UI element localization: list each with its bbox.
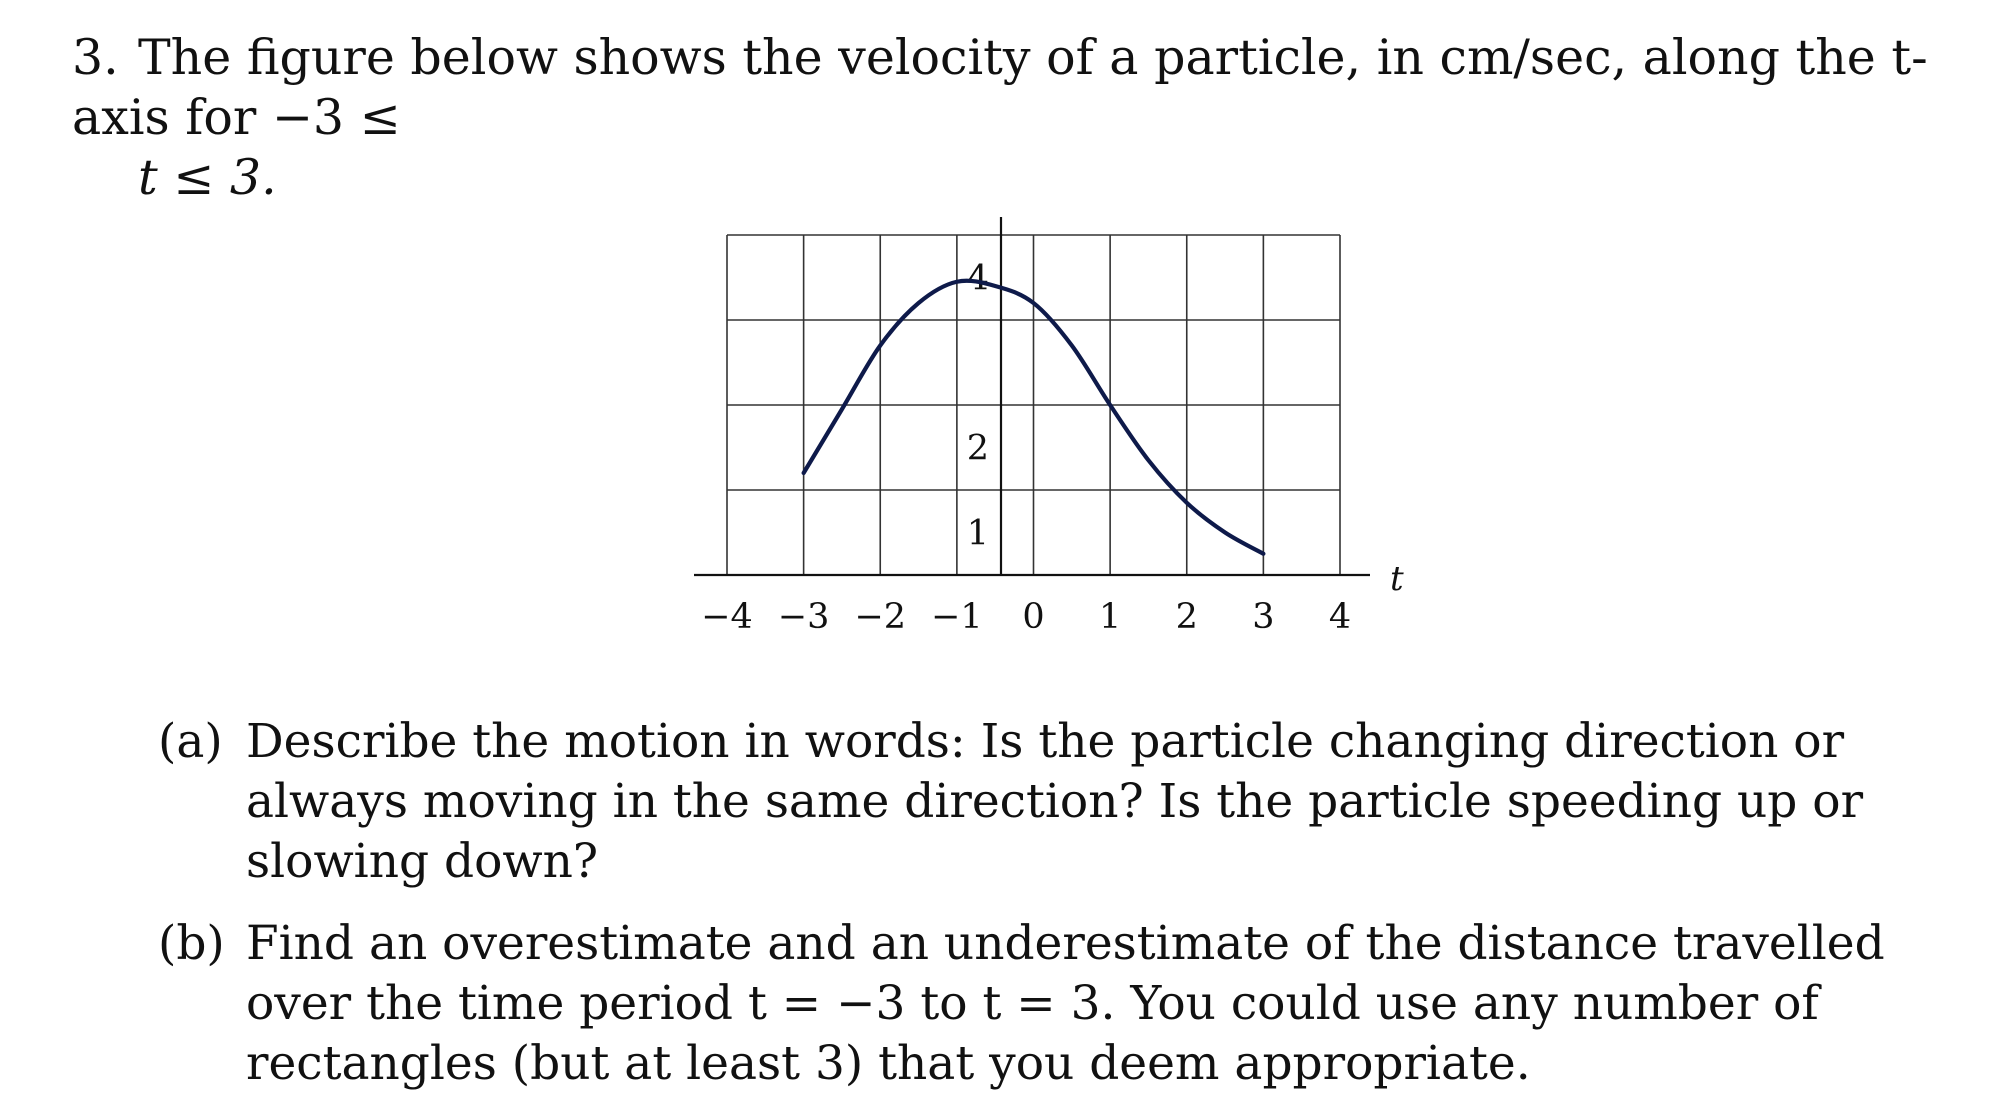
problem-stem-line-2: t ≤ 3. [138,149,277,206]
part-b-label: (b) [158,916,225,971]
chart-axes [694,217,1404,599]
x-tick-label: −1 [931,597,983,637]
x-tick-label: −4 [701,597,753,637]
x-axis-label: t [1390,559,1404,599]
x-tick-label: 0 [1022,597,1045,637]
sub-questions [158,712,1968,1116]
x-tick-label: −3 [777,597,830,637]
x-tick-label: 3 [1252,597,1275,637]
part-a-label: (a) [158,714,223,769]
chart-tick-labels [701,259,1351,638]
problem-number: 3. [72,29,119,86]
part-b-text: Find an overestimate and an underestimate of the distance travelled over the time period t = −3 to t = 3. You could use any number of rectangles (but at least 3) that you deem appropriate. [246,916,1885,1091]
x-tick-label: 1 [1098,597,1122,637]
x-tick-label: 2 [1175,597,1198,637]
chart-grid [727,235,1340,575]
part-a [158,712,1968,892]
problem-stem-line-1: The figure below shows the velocity of a particle, in cm/sec, along the t-axis for −3 ≤ [72,29,1928,146]
x-tick-label: 4 [1328,597,1352,637]
part-a-text: Describe the motion in words: Is the particle changing direction or always moving in the same direction? Is the particle speeding up or slowing down? [246,714,1864,889]
y-tick-label: 1 [966,513,989,554]
y-tick-label: 2 [966,428,989,469]
y-tick-label: 4 [966,258,989,299]
part-b [158,914,1968,1094]
x-tick-label: −2 [854,597,907,637]
